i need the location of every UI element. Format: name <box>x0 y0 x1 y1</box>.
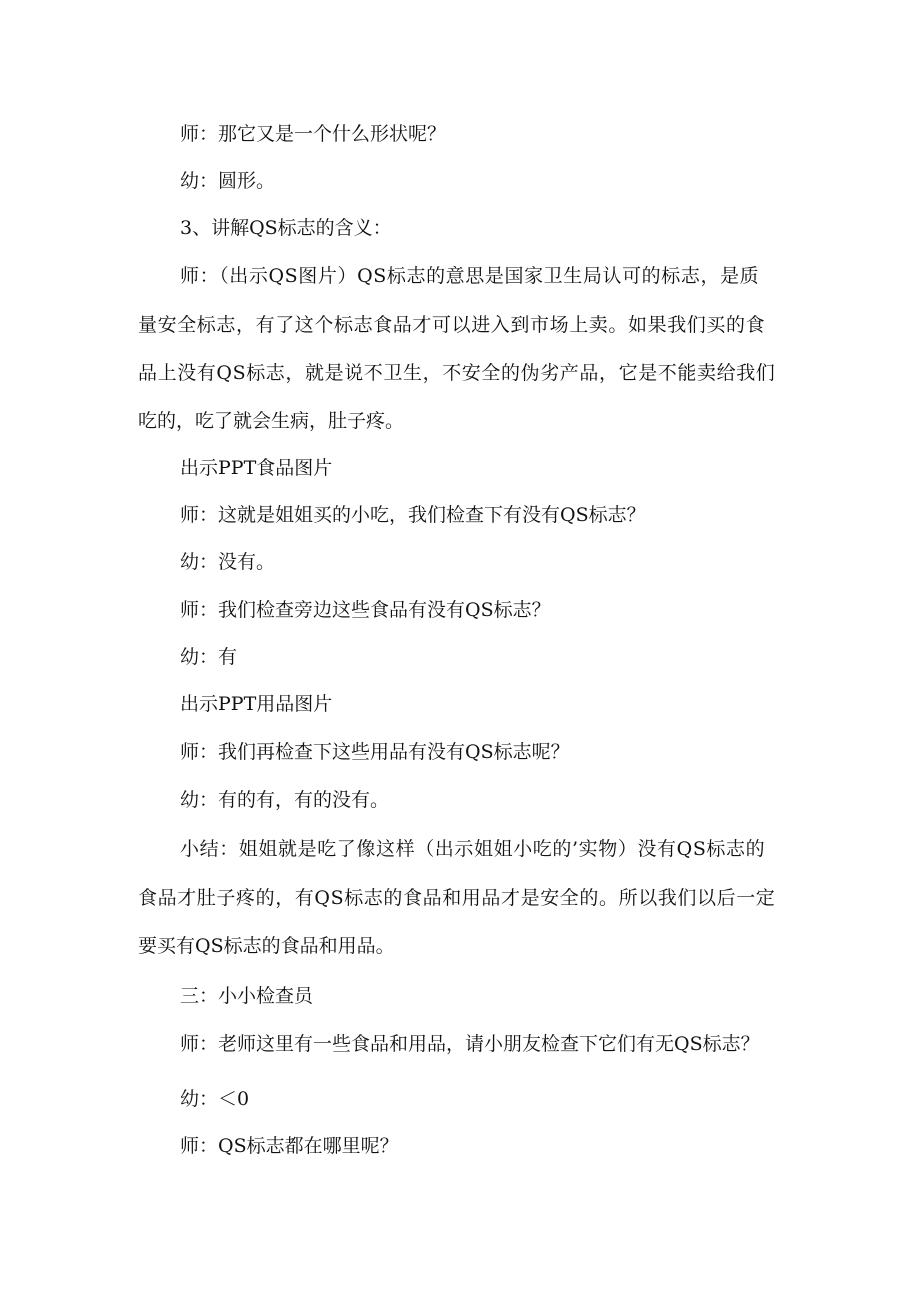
text-line-19: 三：小小检查员 <box>180 985 314 1007</box>
text-line-7: 吃的，吃了就会生病，肚子疼。 <box>138 410 405 432</box>
text-line-8: 出示PPT食品图片 <box>180 457 333 479</box>
text-line-22: 师：QS标志都在哪里呢？ <box>180 1135 399 1157</box>
text-line-17: 食品才肚子疼的，有QS标志的食品和用品才是安全的。所以我们以后一定 <box>138 887 776 909</box>
text-line-13: 出示PPT用品图片 <box>180 693 333 715</box>
text-line-16: 小结：姐姐就是吃了像这样（出示姐姐小吃的’实物）没有QS标志的 <box>180 838 766 860</box>
text-line-3: 3、讲解QS标志的含义： <box>180 217 392 239</box>
text-line-9: 师：这就是姐姐买的小吃，我们检查下有没有QS标志？ <box>180 504 646 526</box>
text-line-15: 幼：有的有，有的没有。 <box>180 789 390 811</box>
text-line-14: 师：我们再检查下这些用品有没有QS标志呢？ <box>180 741 570 763</box>
text-line-18: 要买有QS标志的食品和用品。 <box>138 935 395 957</box>
text-line-1: 师：那它又是一个什么形状呢？ <box>180 123 447 145</box>
text-line-20: 师：老师这里有一些食品和用品，请小朋友检查下它们有无QS标志？ <box>180 1033 760 1055</box>
text-line-10: 幼：没有。 <box>180 551 276 573</box>
text-line-11: 师：我们检查旁边这些食品有没有QS标志？ <box>180 599 551 621</box>
text-line-2: 幼：圆形。 <box>180 170 276 192</box>
text-line-21: 幼：＜0 <box>180 1088 250 1110</box>
text-line-5: 量安全标志，有了这个标志食品才可以进入到市场上卖。如果我们买的食 <box>138 314 766 336</box>
text-line-12: 幼：有 <box>180 646 238 668</box>
text-line-6: 品上没有QS标志，就是说不卫生，不安全的伪劣产品，它是不能卖给我们 <box>138 362 776 384</box>
text-line-4: 师：（出示QS图片）QS标志的意思是国家卫生局认可的标志，是质 <box>180 265 760 287</box>
